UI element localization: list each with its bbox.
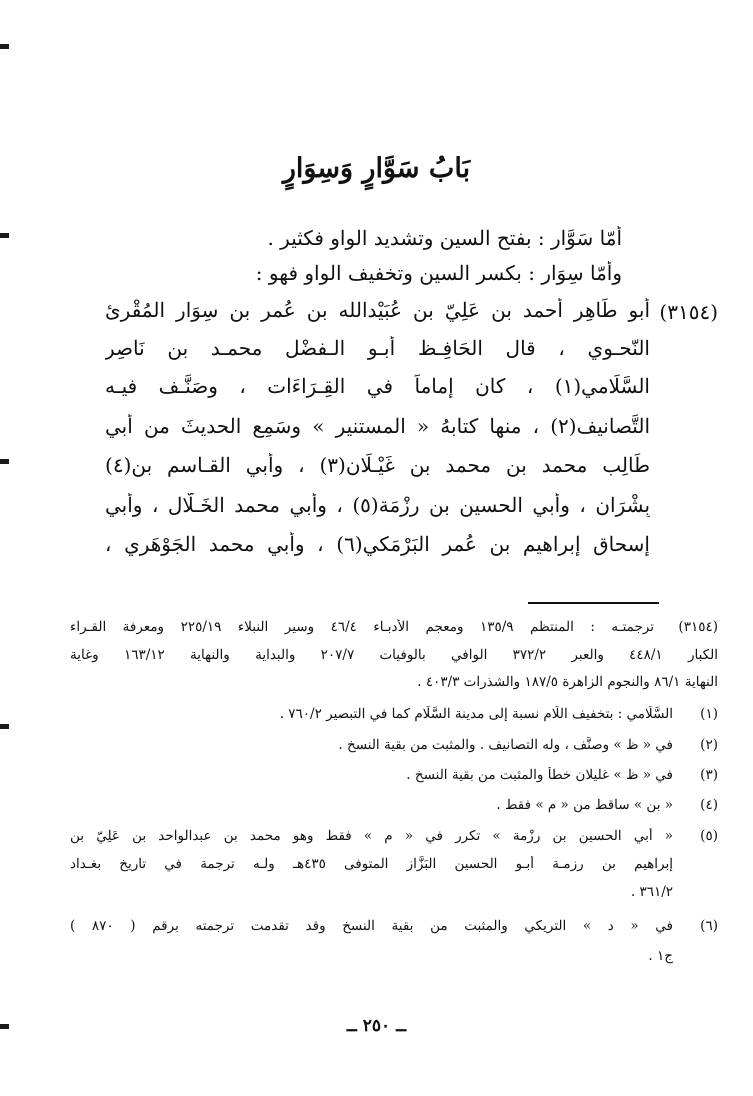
entry-line: طَالِب محمد بن محمد بن غَيْـلَان(٣) ، وأبي القـاسم بن(٤) (105, 453, 650, 477)
page-number: ــ ٢٥٠ ــ (346, 1016, 407, 1036)
footnote-line: ٣٦١/٢ . (630, 884, 673, 900)
entry-line: بِشْرَان ، وأبي الحسين بن رِزْمَة(٥) ، وأبي محمد الخَـلَّال ، وأبي (105, 493, 650, 517)
footnote-line: النهاية ٨٦/١ والنجوم الزاهرة ١٨٧/٥ والشذرات ٤٠٣/٣ . (417, 674, 718, 690)
footnote-number: (١) (700, 706, 718, 722)
intro-line: وأَمّا سِوَار : بكسر السين وتخفيف الواو فهو : (255, 261, 622, 285)
intro-line: أَمّا سَوَّار : بفتح السين وتشديد الواو فكثير . (267, 226, 622, 250)
left-edge-mark (0, 233, 9, 238)
chapter-title: بَابُ سَوَّارٍ وَسِوَارٍ (282, 153, 471, 184)
footnote-number: (٣) (700, 767, 718, 783)
footnote-line: « بن » ساقط من « م » فقط . (496, 797, 673, 813)
footnote-line: في « د » التريكي والمثبت من بقية النسخ وقد تقدمت ترجمته برقم ( ٨٧٠ ) (70, 918, 673, 934)
footnote-number: (٢) (700, 737, 718, 753)
footnote-line: ج١ . (648, 948, 673, 964)
footnote-number: (٣١٥٤) (678, 619, 718, 635)
footnote-line: « أبي الحسين بن رِزْمة » تكرر في « م » فقط وهو محمد بن عبدالواحد بن عَلِيّ بن (70, 828, 673, 844)
footnote-number: (٦) (700, 918, 718, 934)
entry-line: التَّصانيف(٢) ، منها كتابهُ « المستنير » وسَمِع الحديثَ من أبي (105, 414, 650, 438)
left-edge-mark (0, 459, 9, 464)
footnote-line: إبراهيم بن رزمـة أبـو الحسين البَزَّاز المتوفى ٤٣٥هـ ولـه ترجمة في تاريخ بغـداد (70, 856, 673, 872)
footnote-divider (528, 602, 659, 604)
left-edge-mark (0, 44, 9, 49)
footnote-line: في « ظ » غليلان خطأً والمثبت من بقية النسخ . (406, 767, 673, 783)
footnote-line: الكبار ٤٤٨/١ والعبر ٣٧٢/٢ الوافي بالوفيات ٢٠٧/٧ والبداية والنهاية ١٦٣/١٢ وغاية (70, 647, 718, 663)
entry-line: النّحـوي ، قال الحَافِـظ أبـو الـفضْل محمـد بن نَاصِر (105, 336, 650, 360)
footnote-number: (٥) (700, 828, 718, 844)
entry-number: (٣١٥٤) (659, 300, 718, 324)
entry-line: أبو طَاهِر أحمد بن عَلِيّ بن عُبَيْدالله بن عُمر بن سِوَار المُقْرِئ (105, 298, 650, 322)
footnote-line: ترجمتـه : المنتظم ١٣٥/٩ ومعجم الأدبـاء ٤٦/٤ وسير النبلاء ٢٢٥/١٩ ومعرفة القـراء (70, 619, 654, 635)
footnote-line: في « ظ » وصنَّف ، وله التصانيف . والمثبت من بقية النسخ . (338, 737, 673, 753)
footnote-number: (٤) (700, 797, 718, 813)
footnote-line: السَّلَامي : بتخفيف اللّام نسبة إلى مدينة السَّلَام كما في التبصير ٧٦٠/٢ . (279, 706, 673, 722)
left-edge-mark (0, 724, 9, 729)
entry-line: إسحاق إبراهيم بن عُمر البَرْمَكي(٦) ، وأبي محمد الجَوْهَري ، (105, 532, 650, 556)
entry-line: السَّلَامي(١) ، كان إماماً في القِـرَاءَات ، وصَنَّـف فيـه (105, 374, 650, 398)
